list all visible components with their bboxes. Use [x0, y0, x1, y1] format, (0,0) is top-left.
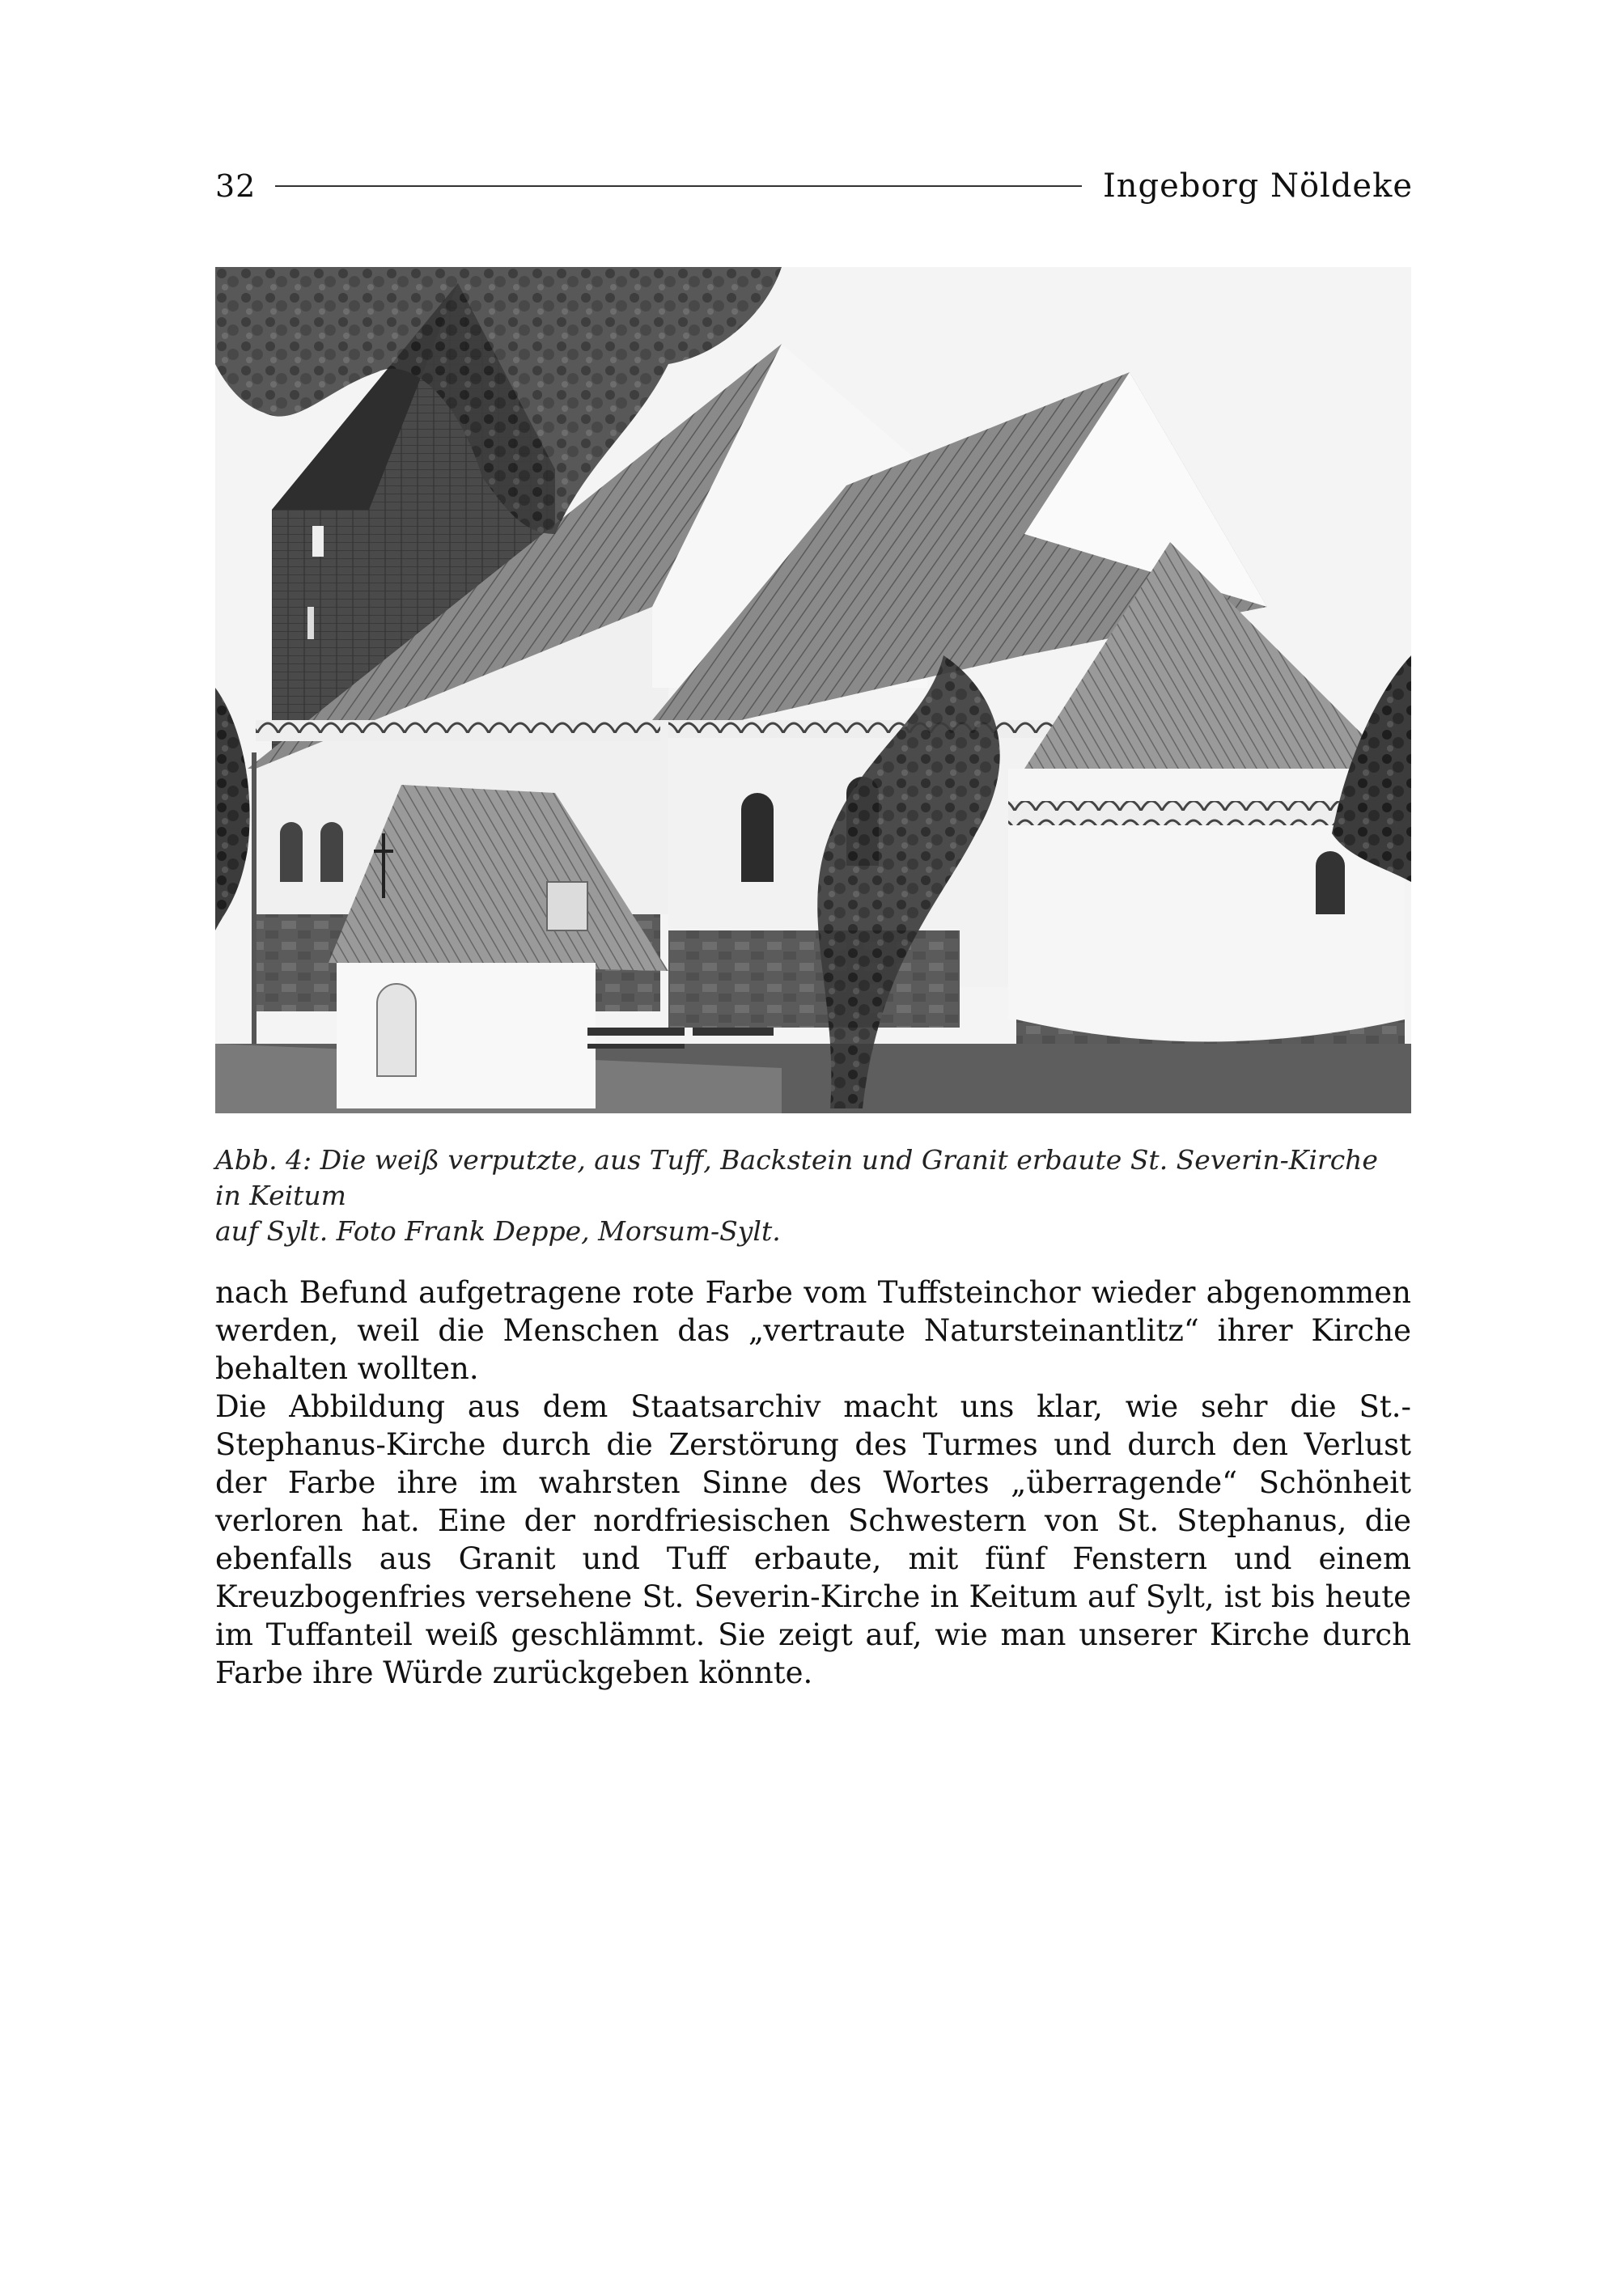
paragraph-1: nach Befund aufgetragene rote Farbe vom Tuffsteinchor wieder abgenommen werden, weil die Menschen das „vertraute Natursteinantlitz“ ihrer Kirche behalten wollten.	[215, 1275, 1411, 1386]
caption-line-1: Abb. 4: Die weiß verputzte, aus Tuff, Backstein und Granit erbaute St. Severin-Kirche in Keitum	[215, 1144, 1378, 1211]
paragraph-2: Die Abbildung aus dem Staatsarchiv macht uns klar, wie sehr die St.-Stephanus-Kirche durch die Zerstörung des Turmes und durch den Verlust der Farbe ihre im wahrsten Sinne des Wortes „überragende“ Schönheit verloren hat. Eine der nordfriesischen Schwestern von St. Stephanus, die ebenfalls aus Granit und Tuff erbaute, mit fünf Fenstern und einem Kreuzbogenfries versehene St. Severin-Kirche in Keitum auf Sylt, ist bis heute im Tuffanteil weiß geschlämmt. Sie zeigt auf, wie man unserer Kirche durch Farbe ihre Würde zurückgeben könnte.	[215, 1389, 1411, 1690]
caption-line-2: auf Sylt. Foto Frank Deppe, Morsum-Sylt.	[215, 1215, 781, 1247]
running-head-author: Ingeborg Nöldeke	[1102, 167, 1413, 205]
header-rule	[275, 185, 1082, 187]
figure-caption	[215, 1142, 1411, 1249]
running-header	[215, 162, 1413, 210]
body-text	[215, 1274, 1411, 1692]
church-photograph	[215, 267, 1411, 1113]
page-number: 32	[215, 168, 257, 204]
